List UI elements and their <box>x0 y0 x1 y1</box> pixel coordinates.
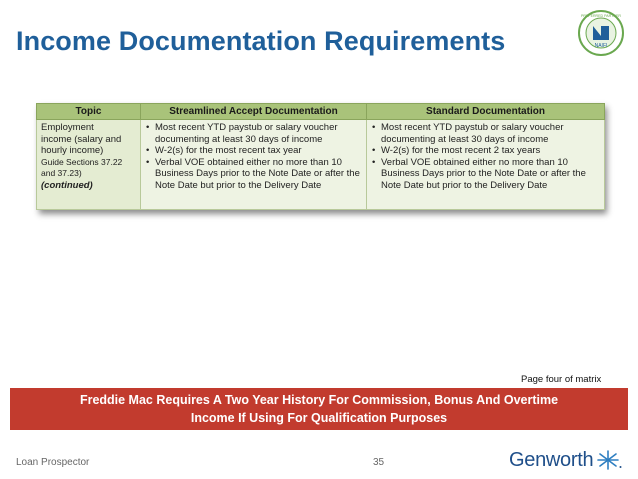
table-row <box>37 120 605 210</box>
standard-cell <box>367 120 605 210</box>
topic-guide: and 37.23) <box>41 168 82 178</box>
banner-line: Income If Using For Qualification Purposes <box>190 411 448 425</box>
logo-text: Genworth <box>509 448 594 471</box>
list-item: • W-2(s) for the most recent 2 tax years <box>381 145 600 157</box>
genworth-mark-icon <box>596 449 622 471</box>
list-item: • Verbal VOE obtained either no more than 10 Business Days prior to the Note Date or after the Note Date but prior to the Delivery Date <box>155 157 362 192</box>
streamlined-cell <box>141 120 367 210</box>
header-standard: Standard Documentation <box>367 104 605 120</box>
list-item: • W-2(s) for the most recent tax year <box>155 145 362 157</box>
list-item: • Most recent YTD paystub or salary voucher documenting at least 30 days of income <box>381 122 600 145</box>
page-number: 35 <box>373 457 385 468</box>
banner-line: Freddie Mac Requires A Two Year History For Commission, Bonus And Overtime <box>79 393 559 407</box>
documentation-table <box>36 103 604 210</box>
topic-cell <box>37 120 141 210</box>
footer-label: Loan Prospector <box>16 457 90 468</box>
header-topic: Topic <box>37 104 141 120</box>
genworth-logo <box>509 448 622 472</box>
list-item: • Verbal VOE obtained either no more than 10 Business Days prior to the Note Date or after the Note Date but prior to the Delivery Date <box>381 157 600 192</box>
topic-line: income (salary and <box>41 133 122 145</box>
header-streamlined: Streamlined Accept Documentation <box>141 104 367 120</box>
list-item: • Most recent YTD paystub or salary voucher documenting at least 30 days of income <box>155 122 362 145</box>
topic-guide: Guide Sections 37.22 <box>41 156 123 167</box>
page-note: Page four of matrix <box>521 374 602 385</box>
topic-continued: (continued) <box>41 179 93 191</box>
seal-top-text: PREFERRED PARTNER <box>580 14 622 18</box>
topic-line: hourly income) <box>41 145 104 156</box>
seal-abbrev: NAIFI <box>594 43 608 49</box>
page-title: Income Documentation Requirements <box>16 26 506 56</box>
naifi-seal-icon <box>578 10 624 56</box>
requirement-banner <box>10 388 628 430</box>
topic-line: Employment <box>41 122 94 133</box>
